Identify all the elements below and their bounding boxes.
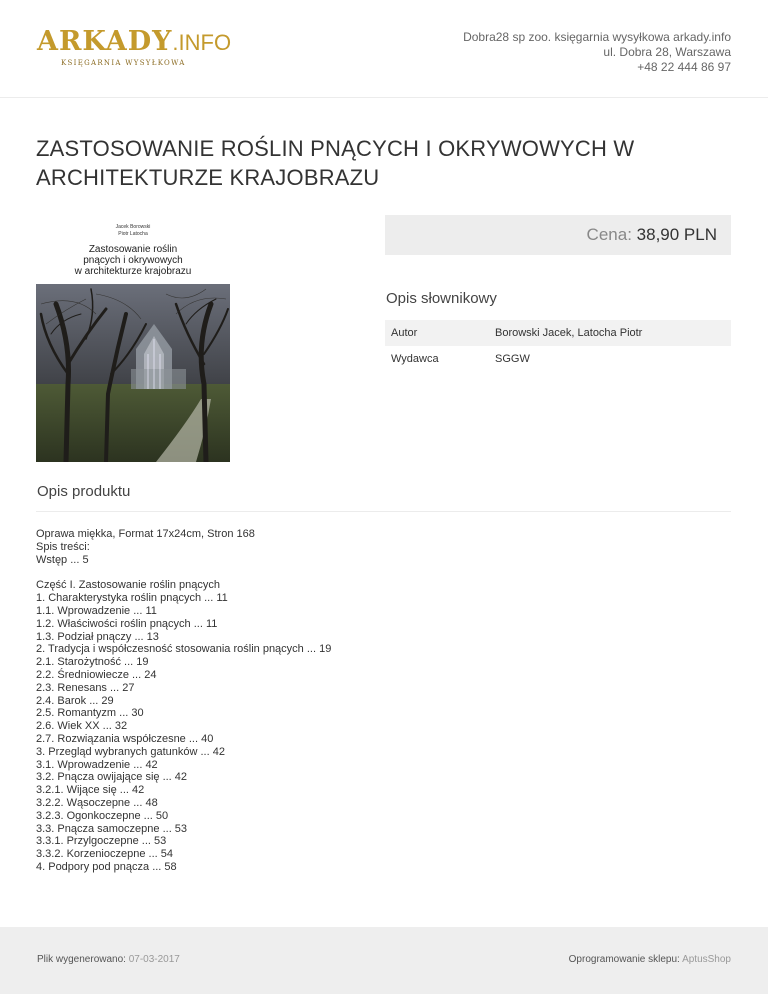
book-cover-illustration (36, 214, 230, 462)
arkady-logo[interactable] (37, 26, 232, 67)
shop-phone: +48 22 444 86 97 (637, 60, 731, 74)
toc-line: 2. Tradycja i współczesność stosowania roślin pnących ... 19 (36, 643, 332, 656)
toc-line: 3.3.1. Przylgoczepne ... 53 (36, 835, 167, 848)
cover-title-2: pnących i okrywowych (83, 255, 183, 266)
toc-line: 2.4. Barok ... 29 (36, 694, 114, 707)
generated-label: Plik wygenerowano: (37, 954, 126, 965)
price-value: 38,90 PLN (636, 225, 717, 244)
toc-line: 1.1. Wprowadzenie ... 11 (36, 604, 157, 617)
toc-line: 2.5. Romantyzm ... 30 (36, 707, 144, 720)
toc-line: 3.1. Wprowadzenie ... 42 (36, 758, 158, 771)
toc-line: 2.2. Średniowiecze ... 24 (36, 668, 157, 681)
dictionary-value: SGGW (495, 353, 530, 365)
dictionary-row-publisher (385, 346, 731, 372)
shop-contact-info (463, 30, 731, 75)
cover-title-3: w architekturze krajobrazu (74, 266, 192, 277)
book-cover-image (36, 214, 230, 462)
dictionary-heading: Opis słownikowy (386, 290, 497, 307)
section-divider (36, 511, 731, 512)
toc-line: 3.2. Pnącza owijające się ... 42 (36, 771, 188, 784)
price-box (385, 215, 731, 255)
price-label: Cena: (586, 225, 632, 244)
intro-line: Spis treści: (36, 540, 90, 553)
shop-name: Dobra28 sp zoo. księgarnia wysyłkowa arkady.info (463, 30, 731, 44)
shop-address: ul. Dobra 28, Warszawa (603, 45, 731, 59)
toc-line: Część I. Zastosowanie roślin pnących (36, 579, 221, 592)
page-footer (0, 927, 768, 994)
generated-info (37, 954, 180, 965)
logo-wordmark (37, 28, 232, 56)
intro-line: Wstęp ... 5 (36, 553, 89, 566)
toc-line: 3.3.2. Korzenioczepne ... 54 (36, 848, 173, 861)
software-label: Oprogramowanie sklepu: (568, 954, 680, 965)
intro-line: Oprawa miękka, Format 17x24cm, Stron 168 (36, 528, 255, 540)
toc-line: 1.2. Właściwości roślin pnących ... 11 (36, 617, 218, 630)
product-title: ZASTOSOWANIE ROŚLIN PNĄCYCH I OKRYWOWYCH W ARCHITEKTURZE KRAJOBRAZU (36, 136, 635, 190)
dictionary-key: Autor (385, 320, 489, 346)
product-description-heading: Opis produktu (37, 483, 131, 500)
software-info (569, 954, 731, 965)
cover-authors-1: Jacek Borowski (115, 224, 151, 230)
logo-tagline: KSIĘGARNIA WYSYŁKOWA (61, 59, 186, 67)
page-header (0, 0, 768, 98)
toc-line: 3.3. Pnącza samoczepne ... 53 (36, 822, 188, 835)
cover-title-1: Zastosowanie roślin (88, 244, 178, 255)
toc-line: 1.3. Podział pnączy ... 13 (36, 630, 159, 643)
toc-line: 3.2.2. Wąsoczepne ... 48 (36, 796, 158, 809)
paragraph-gap (36, 566, 331, 579)
toc-line: 4. Podpory pod pnącza ... 58 (36, 860, 177, 873)
cover-authors-2: Piotr Latocha (118, 231, 148, 237)
dictionary-value: Borowski Jacek, Latocha Piotr (489, 320, 731, 346)
software-link[interactable]: AptusShop (682, 954, 731, 965)
toc-line: 2.3. Renesans ... 27 (36, 681, 135, 694)
toc-line: 3.2.1. Wijące się ... 42 (36, 784, 145, 797)
product-description (36, 528, 331, 874)
logo-brand: ARKADY (37, 26, 173, 57)
toc-line: 2.1. Starożytność ... 19 (36, 656, 149, 669)
toc-line: 2.7. Rozwiązania współczesne ... 40 (36, 732, 214, 745)
toc-line: 2.6. Wiek XX ... 32 (36, 720, 128, 733)
dictionary-key: Wydawca (391, 353, 439, 365)
toc-line: 3. Przegląd wybranych gatunków ... 42 (36, 745, 225, 758)
toc-line: 1. Charakterystyka roślin pnących ... 11 (36, 592, 228, 605)
dictionary-table (385, 320, 731, 372)
logo-tld: .INFO (172, 30, 232, 55)
generated-date: 07-03-2017 (128, 954, 180, 965)
dictionary-row-author (385, 320, 731, 346)
toc-line: 3.2.3. Ogonkoczepne ... 50 (36, 809, 169, 822)
